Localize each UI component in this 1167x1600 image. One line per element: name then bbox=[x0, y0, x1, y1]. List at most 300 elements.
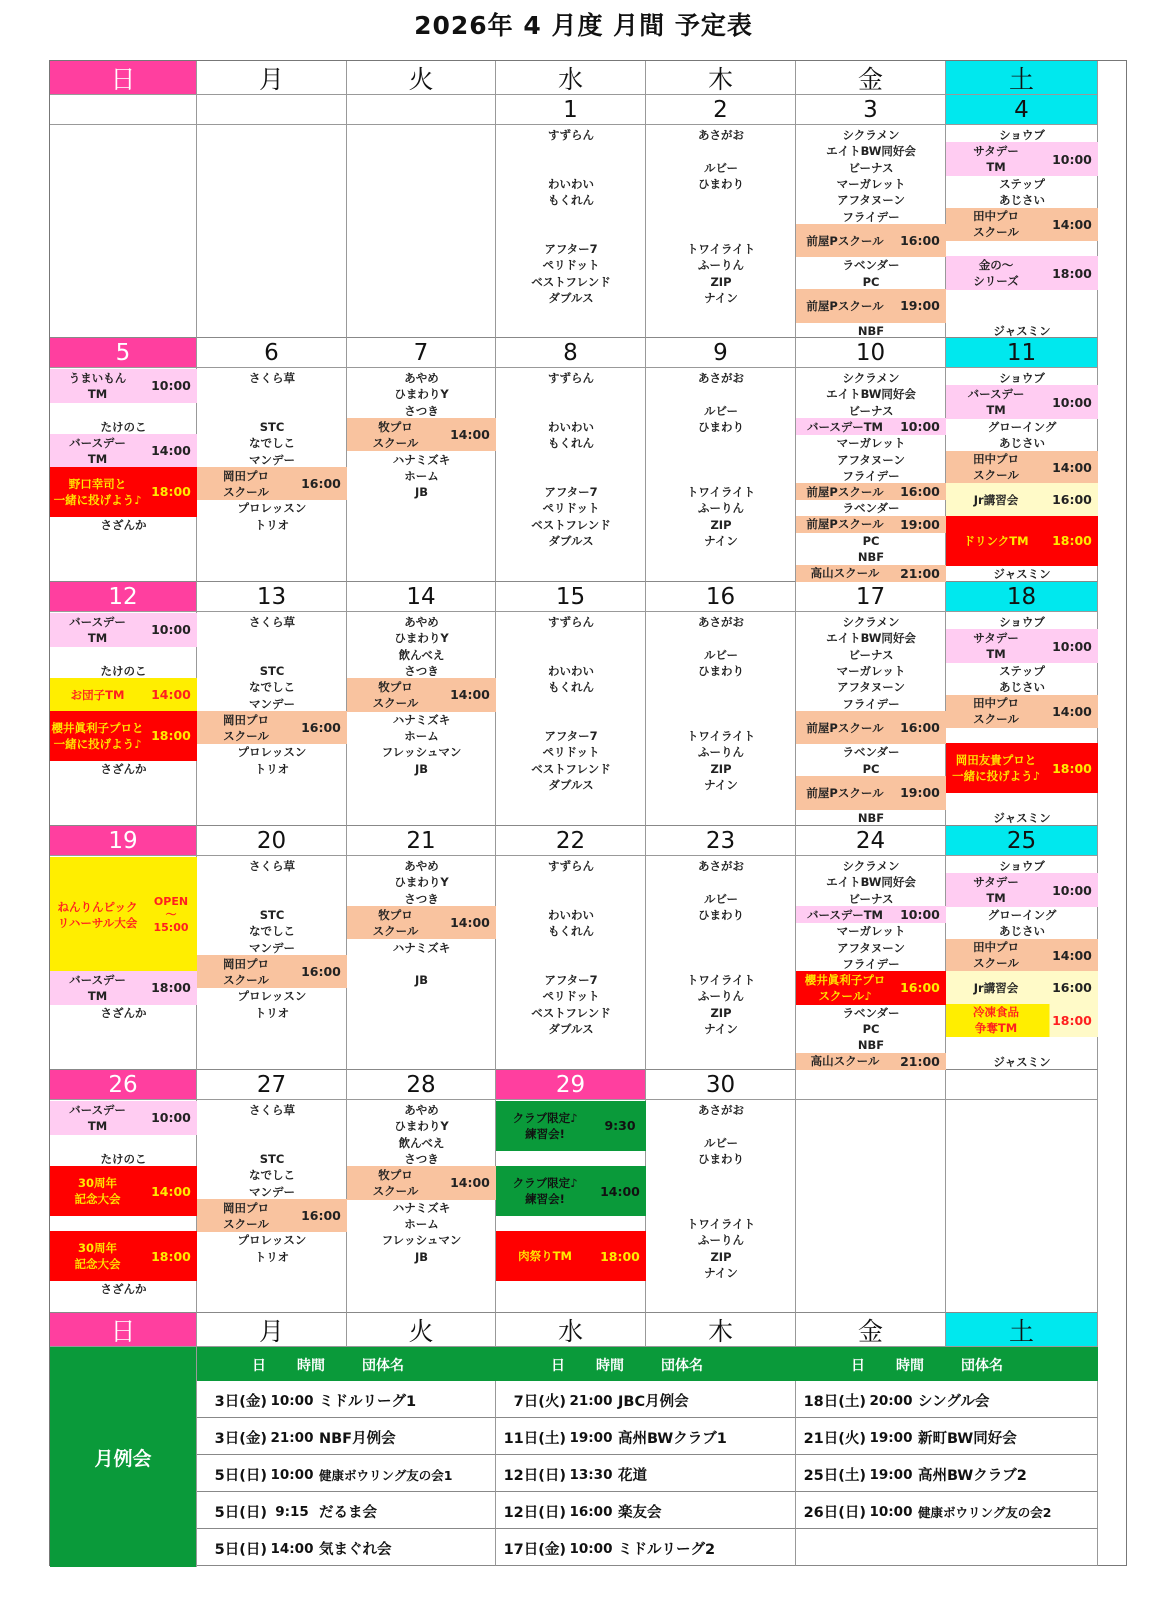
event-block[interactable] bbox=[197, 467, 347, 501]
event-item: JB bbox=[414, 973, 429, 988]
event-item: さざんか bbox=[100, 517, 147, 532]
event-block[interactable] bbox=[50, 1231, 197, 1281]
event-title: バースデー TM bbox=[69, 614, 126, 645]
day-cell[interactable] bbox=[197, 1100, 347, 1313]
event-item: ひまわり bbox=[698, 663, 744, 678]
event-block[interactable] bbox=[796, 418, 946, 435]
event-block[interactable] bbox=[946, 1004, 1098, 1038]
day-cell[interactable] bbox=[646, 612, 796, 826]
event-title: クラブ限定♪ 練習会! bbox=[512, 1110, 578, 1141]
event-item: ルビー bbox=[703, 160, 739, 175]
event-item: アフタヌーン bbox=[837, 680, 905, 695]
event-item: たけのこ bbox=[100, 663, 147, 678]
event-block[interactable] bbox=[496, 1231, 646, 1281]
event-item: ZIP bbox=[710, 1249, 732, 1264]
event-block[interactable] bbox=[796, 971, 946, 1005]
event-block[interactable] bbox=[50, 678, 197, 712]
event-time: 14:00 bbox=[151, 443, 191, 459]
event-time: 21:00 bbox=[900, 1053, 940, 1069]
event-item: ショウブ bbox=[999, 128, 1045, 142]
day-cell[interactable] bbox=[946, 856, 1098, 1070]
event-block[interactable] bbox=[796, 906, 946, 923]
monthly-row bbox=[756, 1427, 1017, 1448]
event-item: あやめ bbox=[404, 371, 439, 385]
day-number bbox=[796, 1070, 946, 1100]
meeting-date: 18日(土) bbox=[803, 1394, 866, 1410]
event-item: ダブルス bbox=[548, 534, 594, 548]
event-item: トワイライト bbox=[686, 1217, 756, 1232]
day-cell[interactable] bbox=[347, 856, 496, 1070]
event-item: アフター7 bbox=[544, 242, 598, 257]
event-item: ダブルス bbox=[548, 1022, 594, 1036]
day-cell[interactable] bbox=[197, 125, 347, 338]
event-title: 30周年 記念大会 bbox=[74, 1176, 121, 1207]
event-item: さくら草 bbox=[249, 859, 295, 873]
day-cell[interactable] bbox=[197, 856, 347, 1070]
event-item: あさがお bbox=[698, 371, 744, 385]
event-item: フライデー bbox=[842, 956, 900, 971]
event-item: シクラメン bbox=[842, 128, 900, 142]
event-block[interactable] bbox=[946, 695, 1098, 729]
event-title: 牧プロ スクール bbox=[372, 1167, 419, 1198]
event-block[interactable] bbox=[796, 224, 946, 258]
event-item: あじさい bbox=[999, 924, 1045, 939]
day-cell[interactable] bbox=[946, 125, 1098, 338]
event-block[interactable] bbox=[946, 483, 1098, 517]
meeting-date: 12日(日) bbox=[503, 1505, 566, 1521]
event-title: 櫻井眞利子プロと 一緒に投げよう♪ bbox=[51, 720, 144, 751]
event-block[interactable] bbox=[946, 142, 1098, 176]
day-cell[interactable] bbox=[646, 1100, 796, 1313]
event-item: ハナミズキ bbox=[392, 452, 451, 467]
event-title: うまいもん TM bbox=[68, 370, 127, 401]
meeting-date: 7日(火) bbox=[513, 1394, 566, 1410]
event-item: さくら草 bbox=[249, 615, 295, 629]
event-item: マンデー bbox=[249, 940, 295, 955]
event-time: 10:00 bbox=[900, 907, 940, 923]
weekday-footer-4: 木 bbox=[646, 1313, 796, 1347]
event-title: 前屋Pスクール bbox=[806, 517, 884, 532]
event-item: ひまわりY bbox=[394, 875, 449, 890]
event-item: プロレッスン bbox=[237, 501, 307, 516]
day-cell[interactable] bbox=[347, 1100, 496, 1313]
day-cell[interactable] bbox=[646, 125, 796, 338]
meeting-name: 健康ボウリング友の会1 bbox=[319, 1467, 453, 1483]
event-title: 岡田プロ スクール bbox=[223, 1200, 269, 1231]
day-number: 1 bbox=[496, 95, 646, 125]
event-block[interactable] bbox=[796, 776, 946, 810]
monthly-row bbox=[456, 1390, 689, 1411]
event-item: あじさい bbox=[999, 193, 1045, 208]
event-block[interactable] bbox=[50, 613, 197, 647]
event-item: ひまわり bbox=[698, 907, 744, 922]
event-item: なでしこ bbox=[249, 680, 295, 695]
event-block[interactable] bbox=[946, 971, 1098, 1005]
event-item: すずらん bbox=[547, 859, 595, 873]
meeting-time: 16:00 bbox=[569, 1503, 613, 1520]
event-item: マーガレット bbox=[836, 924, 906, 939]
meeting-name: JBC月例会 bbox=[618, 1394, 689, 1410]
event-item: ナイン bbox=[704, 291, 738, 305]
day-cell[interactable] bbox=[496, 1100, 646, 1313]
event-item: STC bbox=[259, 419, 285, 434]
event-item: さつき bbox=[404, 1151, 439, 1166]
event-block[interactable] bbox=[496, 1166, 646, 1216]
event-item: ひまわりY bbox=[394, 1119, 449, 1134]
monthly-label: 月例会 bbox=[50, 1347, 197, 1567]
event-title: 冷凍食品 争奪TM bbox=[973, 1005, 1019, 1036]
event-block[interactable] bbox=[197, 955, 347, 989]
event-item: グローイング bbox=[987, 907, 1057, 922]
day-number bbox=[50, 95, 197, 125]
event-item: ショウブ bbox=[999, 615, 1045, 629]
day-number: 6 bbox=[197, 338, 347, 368]
day-number: 19 bbox=[50, 826, 197, 856]
day-cell[interactable] bbox=[646, 368, 796, 582]
event-title: バースデーTM bbox=[807, 419, 883, 434]
event-time: 16:00 bbox=[1052, 980, 1092, 996]
day-cell[interactable] bbox=[496, 856, 646, 1070]
event-block[interactable] bbox=[946, 208, 1098, 242]
event-time: 16:00 bbox=[301, 964, 341, 980]
day-cell[interactable] bbox=[796, 856, 946, 1070]
day-cell[interactable] bbox=[946, 612, 1098, 826]
day-cell[interactable] bbox=[646, 856, 796, 1070]
day-cell[interactable] bbox=[496, 125, 646, 338]
event-block[interactable] bbox=[50, 857, 197, 972]
monthly-row bbox=[456, 1501, 662, 1522]
event-item: さくら草 bbox=[249, 1103, 295, 1117]
day-number: 4 bbox=[946, 95, 1098, 125]
event-item: すずらん bbox=[547, 615, 595, 629]
event-item: なでしこ bbox=[249, 924, 295, 939]
event-time: 14:00 bbox=[151, 1183, 191, 1199]
day-number bbox=[197, 95, 347, 125]
meeting-time: 10:00 bbox=[270, 1392, 314, 1409]
event-item: トリオ bbox=[254, 761, 290, 776]
event-block[interactable] bbox=[946, 743, 1098, 793]
event-item: PC bbox=[862, 1022, 880, 1036]
event-block[interactable] bbox=[946, 385, 1098, 419]
event-item: ステップ bbox=[999, 176, 1045, 191]
event-item: ナイン bbox=[704, 1266, 738, 1280]
meeting-date: 21日(火) bbox=[803, 1431, 866, 1447]
event-item: シクラメン bbox=[842, 859, 900, 873]
event-item: さつき bbox=[404, 891, 439, 906]
event-item: フライデー bbox=[842, 468, 900, 483]
event-block[interactable] bbox=[796, 711, 946, 745]
meeting-name: 新町BW同好会 bbox=[918, 1431, 1017, 1447]
event-item: JB bbox=[414, 761, 429, 776]
event-item: ラベンダー bbox=[842, 1005, 900, 1020]
event-time: 14:00 bbox=[450, 915, 490, 931]
event-block[interactable] bbox=[197, 711, 347, 745]
event-block[interactable] bbox=[796, 1053, 946, 1070]
meeting-name: 気まぐれ会 bbox=[319, 1542, 392, 1558]
event-block[interactable] bbox=[347, 906, 496, 940]
event-item: ZIP bbox=[710, 274, 732, 289]
event-item: ハナミズキ bbox=[392, 712, 451, 727]
event-item: ビーナス bbox=[848, 160, 894, 175]
monthly-row bbox=[456, 1427, 727, 1448]
meeting-date: 26日(日) bbox=[803, 1505, 866, 1521]
event-time: 18:00 bbox=[151, 980, 191, 996]
event-title: 前屋Pスクール bbox=[806, 720, 884, 735]
day-number: 29 bbox=[496, 1070, 646, 1100]
calendar bbox=[49, 60, 1127, 1566]
event-item: マンデー bbox=[249, 1184, 295, 1199]
meeting-time: 19:00 bbox=[869, 1466, 913, 1483]
event-time: 10:00 bbox=[1052, 394, 1092, 410]
event-block[interactable] bbox=[946, 451, 1098, 485]
event-block[interactable] bbox=[347, 1166, 496, 1200]
event-title: Jr講習会 bbox=[973, 980, 1019, 995]
day-cell[interactable] bbox=[496, 368, 646, 582]
event-time: 10:00 bbox=[1052, 151, 1092, 167]
event-item: ラベンダー bbox=[842, 745, 900, 760]
event-item: ZIP bbox=[710, 761, 732, 776]
event-block[interactable] bbox=[197, 1199, 347, 1233]
event-item: 飲んべえ bbox=[398, 647, 445, 662]
day-number: 26 bbox=[50, 1070, 197, 1100]
event-item: さざんか bbox=[100, 761, 147, 776]
event-title: 前屋Pスクール bbox=[806, 785, 884, 800]
event-block[interactable] bbox=[946, 516, 1098, 566]
event-item: ホーム bbox=[404, 729, 439, 744]
meeting-time: 21:00 bbox=[569, 1392, 613, 1409]
monthly-row bbox=[157, 1501, 377, 1522]
event-block[interactable] bbox=[347, 418, 496, 452]
event-item: わいわい bbox=[548, 419, 594, 434]
event-block[interactable] bbox=[50, 369, 197, 403]
event-title: 田中プロ スクール bbox=[973, 209, 1019, 240]
day-cell[interactable] bbox=[496, 612, 646, 826]
event-item: もくれん bbox=[548, 193, 594, 208]
event-item: シクラメン bbox=[842, 615, 900, 629]
event-title: 岡田プロ スクール bbox=[223, 468, 269, 499]
event-item: プロレッスン bbox=[237, 1233, 307, 1248]
event-block[interactable] bbox=[946, 629, 1098, 663]
event-block[interactable] bbox=[50, 711, 197, 761]
meeting-time: 14:00 bbox=[270, 1540, 314, 1557]
event-item: ベストフレンド bbox=[531, 517, 611, 532]
event-item: アフター7 bbox=[544, 485, 598, 500]
event-block[interactable] bbox=[50, 434, 197, 468]
event-title: 田中プロ スクール bbox=[973, 452, 1019, 483]
day-number: 18 bbox=[946, 582, 1098, 612]
day-cell[interactable] bbox=[197, 612, 347, 826]
event-item: ZIP bbox=[710, 517, 732, 532]
event-time: 14:00 bbox=[1052, 947, 1092, 963]
event-title: サタデー TM bbox=[973, 144, 1019, 175]
event-title: 高山スクール bbox=[810, 1054, 880, 1069]
event-block[interactable] bbox=[946, 873, 1098, 907]
event-item: STC bbox=[259, 907, 285, 922]
event-item: マーガレット bbox=[836, 176, 906, 191]
day-cell[interactable] bbox=[50, 612, 197, 826]
day-cell[interactable] bbox=[796, 368, 946, 582]
event-item: ルビー bbox=[703, 891, 739, 906]
event-block[interactable] bbox=[50, 467, 197, 517]
event-block[interactable] bbox=[796, 289, 946, 323]
event-item: ひまわり bbox=[698, 176, 744, 191]
day-number: 28 bbox=[347, 1070, 496, 1100]
day-cell[interactable] bbox=[796, 612, 946, 826]
event-item: ふーりん bbox=[698, 989, 744, 1004]
page-title: 2026年 4 月度 月間 予定表 bbox=[414, 11, 753, 40]
event-block[interactable] bbox=[796, 516, 946, 533]
event-item: ベストフレンド bbox=[531, 761, 611, 776]
event-item: ホーム bbox=[404, 1217, 439, 1232]
event-time: 10:00 bbox=[151, 1110, 191, 1126]
event-item: もくれん bbox=[548, 436, 594, 451]
event-item: ジャスミン bbox=[993, 1054, 1051, 1069]
meeting-date: 3日(金) bbox=[214, 1394, 267, 1410]
meeting-date: 12日(日) bbox=[503, 1468, 566, 1484]
event-title: 牧プロ スクール bbox=[372, 419, 419, 450]
day-cell[interactable] bbox=[50, 1100, 197, 1313]
event-item: グローイング bbox=[987, 419, 1057, 434]
event-title: ドリンクTM bbox=[963, 533, 1029, 548]
event-time: 18:00 bbox=[151, 728, 191, 744]
event-block[interactable] bbox=[796, 483, 946, 500]
meeting-name: 健康ボウリング友の会2 bbox=[918, 1504, 1052, 1520]
day-number: 9 bbox=[646, 338, 796, 368]
day-number bbox=[347, 95, 496, 125]
event-item: ハナミズキ bbox=[392, 940, 451, 955]
meeting-name: NBF月例会 bbox=[319, 1431, 396, 1447]
event-item: ホーム bbox=[404, 468, 439, 483]
event-item: なでしこ bbox=[249, 436, 295, 451]
meeting-time: 21:00 bbox=[270, 1429, 314, 1446]
event-item: シクラメン bbox=[842, 371, 900, 385]
day-cell[interactable] bbox=[347, 125, 496, 338]
event-time: 9:30 bbox=[604, 1118, 636, 1134]
day-number: 20 bbox=[197, 826, 347, 856]
day-number: 22 bbox=[496, 826, 646, 856]
event-time: 10:00 bbox=[151, 622, 191, 638]
monthly-header-2: 団体名 bbox=[661, 1358, 703, 1374]
event-item: アフタヌーン bbox=[837, 193, 905, 208]
meeting-date: 25日(土) bbox=[803, 1468, 866, 1484]
event-block[interactable] bbox=[50, 1101, 197, 1135]
meeting-date: 5日(日) bbox=[214, 1468, 267, 1484]
event-time: 19:00 bbox=[900, 298, 940, 314]
event-item: ナイン bbox=[704, 1022, 738, 1036]
event-item: アフタヌーン bbox=[837, 452, 905, 467]
monthly-header-1: 時間 bbox=[596, 1358, 624, 1374]
event-item: わいわい bbox=[548, 176, 594, 191]
weekday-header-4: 木 bbox=[646, 61, 796, 95]
event-item: トワイライト bbox=[686, 973, 756, 988]
event-item: ペリドット bbox=[542, 989, 600, 1004]
day-cell[interactable] bbox=[347, 612, 496, 826]
event-item: PC bbox=[862, 274, 880, 289]
event-item: ひまわりY bbox=[394, 631, 449, 646]
monthly-header-1: 時間 bbox=[297, 1358, 325, 1374]
event-item: フレッシュマン bbox=[381, 745, 462, 760]
day-cell[interactable] bbox=[50, 125, 197, 338]
event-item: さつき bbox=[404, 403, 439, 418]
event-item: ショウブ bbox=[999, 859, 1045, 873]
meeting-name: ミドルリーグ1 bbox=[319, 1394, 417, 1410]
event-item: もくれん bbox=[548, 680, 594, 695]
event-item: マーガレット bbox=[836, 436, 906, 451]
event-time: 14:00 bbox=[450, 687, 490, 703]
event-time: 16:00 bbox=[301, 1208, 341, 1224]
day-cell[interactable] bbox=[50, 856, 197, 1070]
day-number: 17 bbox=[796, 582, 946, 612]
day-number: 27 bbox=[197, 1070, 347, 1100]
event-item: アフター7 bbox=[544, 973, 598, 988]
day-number: 15 bbox=[496, 582, 646, 612]
event-item: NBF bbox=[857, 810, 885, 825]
event-item: ふーりん bbox=[698, 1233, 744, 1248]
event-title: 櫻井眞利子プロ スクール♪ bbox=[804, 972, 886, 1003]
event-item: ビーナス bbox=[848, 647, 894, 662]
event-item: STC bbox=[259, 663, 285, 678]
meeting-date: 11日(土) bbox=[503, 1431, 566, 1447]
day-cell[interactable] bbox=[796, 125, 946, 338]
event-title: バースデー TM bbox=[69, 1102, 126, 1133]
event-block[interactable] bbox=[347, 678, 496, 712]
event-item: あじさい bbox=[999, 436, 1045, 451]
monthly-header-1: 時間 bbox=[896, 1358, 924, 1374]
meeting-time: 13:30 bbox=[569, 1466, 613, 1483]
event-item: ペリドット bbox=[542, 745, 600, 760]
event-item: ひまわり bbox=[698, 1151, 744, 1166]
event-title: 野口幸司と 一緒に投げよう♪ bbox=[53, 476, 142, 507]
monthly-header-0: 日 bbox=[851, 1358, 865, 1374]
event-block[interactable] bbox=[50, 971, 197, 1005]
event-block[interactable] bbox=[496, 1101, 646, 1151]
day-number: 12 bbox=[50, 582, 197, 612]
meeting-time: 19:00 bbox=[869, 1429, 913, 1446]
event-item: フレッシュマン bbox=[381, 1233, 462, 1248]
day-cell[interactable] bbox=[946, 368, 1098, 582]
event-time: 10:00 bbox=[151, 378, 191, 394]
event-item: トワイライト bbox=[686, 242, 756, 257]
day-number: 8 bbox=[496, 338, 646, 368]
event-time: OPEN ～ 15:00 bbox=[153, 895, 189, 935]
event-item: わいわい bbox=[548, 663, 594, 678]
event-item: さざんか bbox=[100, 1005, 147, 1020]
event-block[interactable] bbox=[796, 565, 946, 582]
day-cell[interactable] bbox=[946, 1100, 1098, 1313]
weekday-header-5: 金 bbox=[796, 61, 946, 95]
event-item: ひまわり bbox=[698, 419, 744, 434]
day-cell[interactable] bbox=[347, 368, 496, 582]
event-item: フライデー bbox=[842, 696, 900, 711]
event-item: マーガレット bbox=[836, 663, 906, 678]
event-item: あさがお bbox=[698, 615, 744, 629]
day-cell[interactable] bbox=[796, 1100, 946, 1313]
event-title: サタデー TM bbox=[973, 875, 1019, 906]
event-time: 14:00 bbox=[1052, 703, 1092, 719]
weekday-footer-0: 日 bbox=[50, 1313, 197, 1347]
event-item: ラベンダー bbox=[842, 501, 900, 516]
day-cell[interactable] bbox=[197, 368, 347, 582]
event-block[interactable] bbox=[50, 1166, 197, 1216]
event-block[interactable] bbox=[946, 256, 1098, 290]
event-item: アフタヌーン bbox=[837, 940, 905, 955]
event-item: プロレッスン bbox=[237, 989, 307, 1004]
event-item: あさがお bbox=[698, 1103, 744, 1117]
day-cell[interactable] bbox=[50, 368, 197, 582]
event-time: 16:00 bbox=[900, 233, 940, 249]
day-number: 10 bbox=[796, 338, 946, 368]
event-block[interactable] bbox=[946, 939, 1098, 973]
